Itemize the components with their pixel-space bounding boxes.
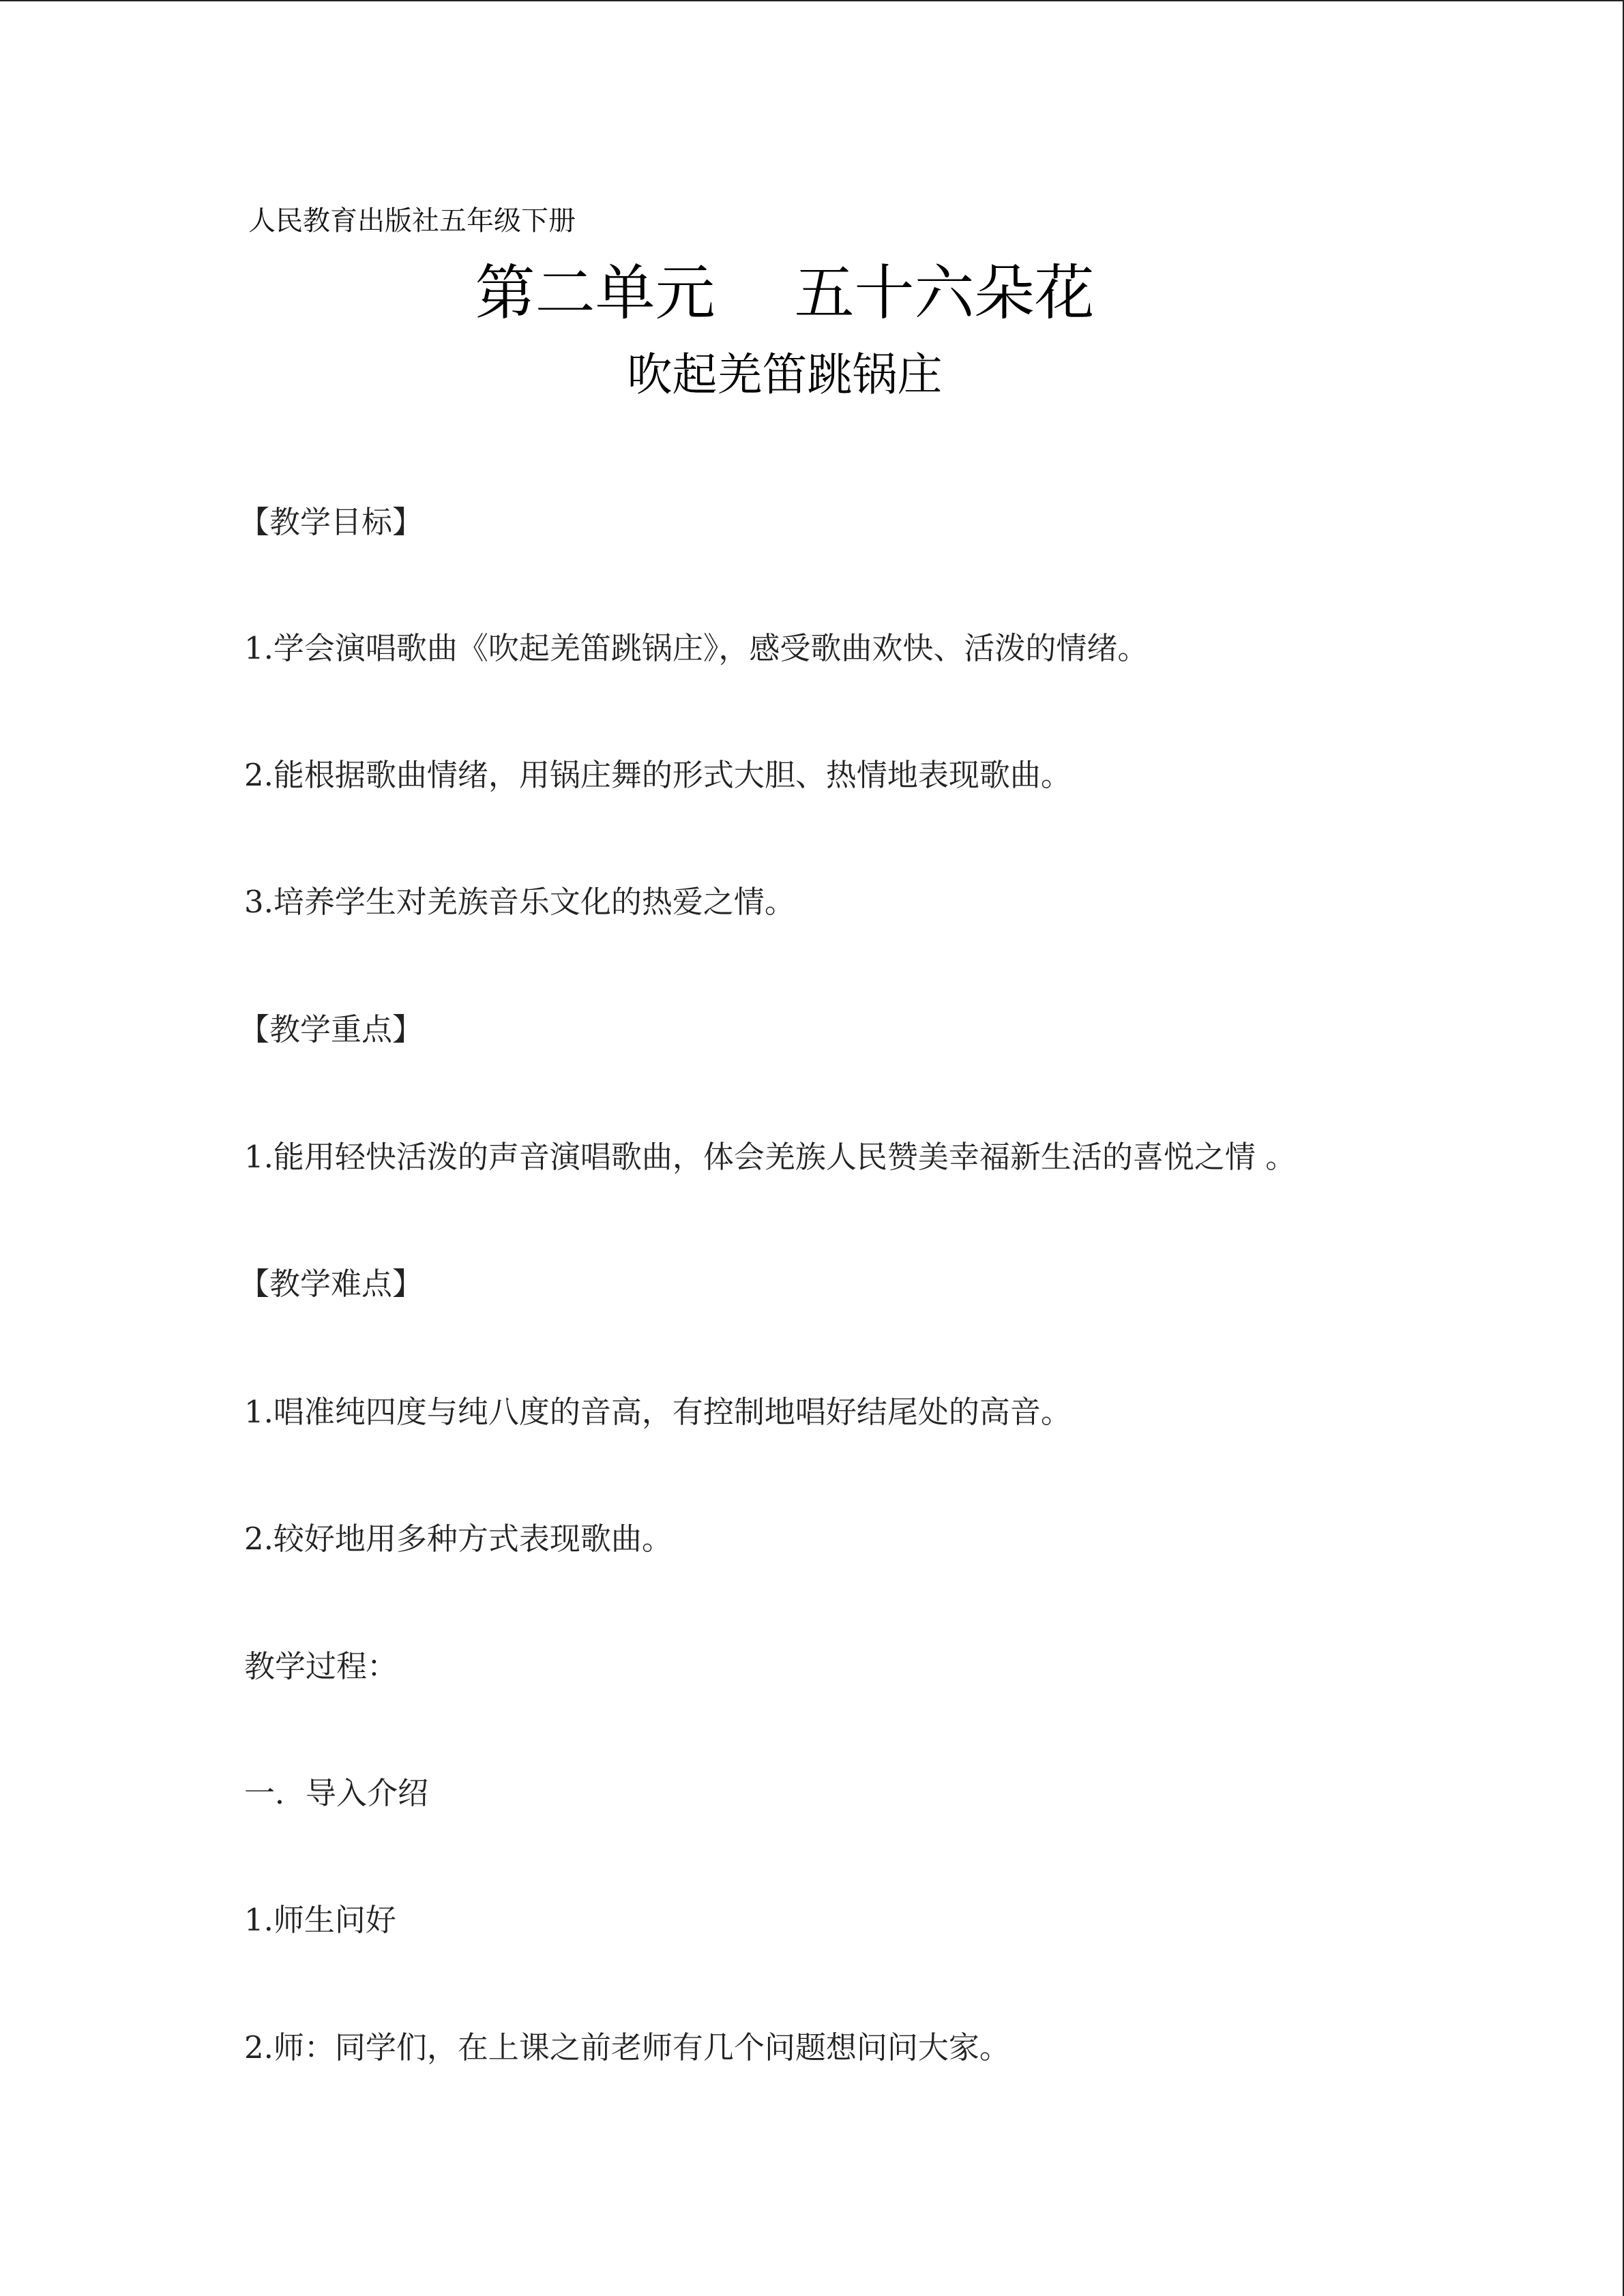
key-point-item: 1.能用轻快活泼的声音演唱歌曲，体会羌族人民赞美幸福新生活的喜悦之情 。 xyxy=(244,1139,1297,1175)
difficulties-heading: 【教学难点】 xyxy=(239,1266,424,1302)
process-item: 1.师生问好 xyxy=(244,1902,396,1938)
key-points-heading: 【教学重点】 xyxy=(239,1011,424,1047)
objective-item: 1.学会演唱歌曲《吹起羌笛跳锅庄》，感受歌曲欢快、活泼的情绪。 xyxy=(244,630,1149,666)
process-heading: 教学过程： xyxy=(244,1648,398,1684)
difficulty-item: 2.较好地用多种方式表现歌曲。 xyxy=(244,1521,673,1557)
publisher-label: 人民教育出版社五年级下册 xyxy=(248,205,576,237)
song-title: 吹起羌笛跳锅庄 xyxy=(627,348,943,401)
difficulty-item: 1.唱准纯四度与纯八度的音高，有控制地唱好结尾处的高音。 xyxy=(244,1394,1072,1430)
objective-item: 2.能根据歌曲情绪，用锅庄舞的形式大胆、热情地表现歌曲。 xyxy=(244,757,1072,793)
objectives-heading: 【教学目标】 xyxy=(239,504,424,540)
process-section-one: 一．导入介绍 xyxy=(244,1775,429,1811)
objective-item: 3.培养学生对羌族音乐文化的热爱之情。 xyxy=(244,884,795,920)
process-item: 2.师：同学们，在上课之前老师有几个问题想问问大家。 xyxy=(244,2029,1010,2066)
unit-title: 第二单元 五十六朵花 xyxy=(475,258,1095,328)
